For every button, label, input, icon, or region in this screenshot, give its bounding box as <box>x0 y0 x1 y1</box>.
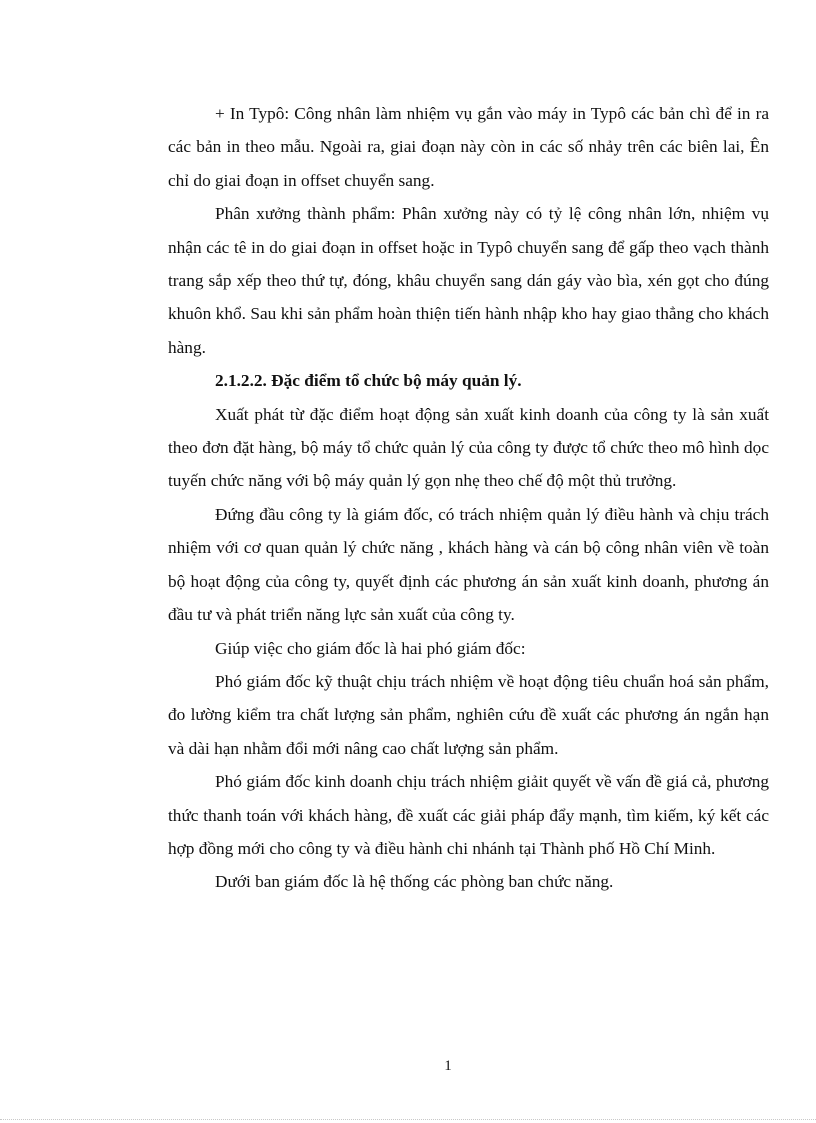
paragraph-business-deputy: Phó giám đốc kinh doanh chịu trách nhiệm giảit quyết về vấn đề giá cả, phương thức thanh toán với khách hàng, đề xuất các giải pháp đẩy mạnh, tìm kiếm, ký kết các hợp đồng mới cho công ty và điều hành chi nhánh tại Thành phố Hồ Chí Minh. <box>168 772 769 858</box>
paragraph-organization-origin: Xuất phát từ đặc điểm hoạt động sản xuất kinh doanh của công ty là sản xuất theo đơn đặt hàng, bộ máy tổ chức quản lý của công ty được tổ chức theo mô hình dọc tuyến chức năng với bộ máy quản lý gọn nhẹ theo chế độ một thủ trưởng. <box>168 404 769 491</box>
paragraph-director: Đứng đầu công ty là giám đốc, có trách nhiệm quản lý điều hành và chịu trách nhiệm với cơ quan quản lý chức năng , khách hàng và cán bộ công nhân viên về toàn bộ hoạt động của công ty, quyết định các phương án sản xuất kinh doanh, phương án đầu tư và phát triển năng lực sản xuất của công ty. <box>168 504 769 625</box>
paragraph-deputy-directors: Giúp việc cho giám đốc là hai phó giám đốc: <box>215 638 526 658</box>
paragraph-technical-deputy: Phó giám đốc kỹ thuật chịu trách nhiệm về hoạt động tiêu chuẩn hoá sản phẩm, đo lường kiểm tra chất lượng sản phẩm, nghiên cứu đề xuất các phương án ngắn hạn và dài hạn nhằm đổi mới nâng cao chất lượng sản phẩm. <box>168 671 769 758</box>
page-edge-divider <box>0 1119 816 1120</box>
page-number: 1 <box>444 1058 452 1074</box>
paragraph-finishing-workshop: Phân xưởng thành phẩm: Phân xưởng này có tỷ lệ công nhân lớn, nhiệm vụ nhận các tê in do giai đoạn in offset hoặc in Typô chuyển sang để gấp theo vạch thành trang sắp xếp theo thứ tự, đóng, khâu chuyển sang dán gáy vào bìa, xén gọt cho đúng khuôn khổ. Sau khi sản phẩm hoàn thiện tiến hành nhập kho hay giao thẳng cho khách hàng. <box>168 204 769 357</box>
paragraph-departments: Dưới ban giám đốc là hệ thống các phòng ban chức năng. <box>215 872 614 892</box>
section-heading: 2.1.2.2. Đặc điểm tổ chức bộ máy quản lý. <box>215 371 522 391</box>
document-body <box>168 97 769 899</box>
paragraph-in-typo: + In Typô: Công nhân làm nhiệm vụ gắn vào máy in Typô các bản chì để in ra các bản in theo mẫu. Ngoài ra, giai đoạn này còn in các số nhảy trên các biên lai, Ên chỉ do giai đoạn in offset chuyển sang. <box>168 104 769 190</box>
